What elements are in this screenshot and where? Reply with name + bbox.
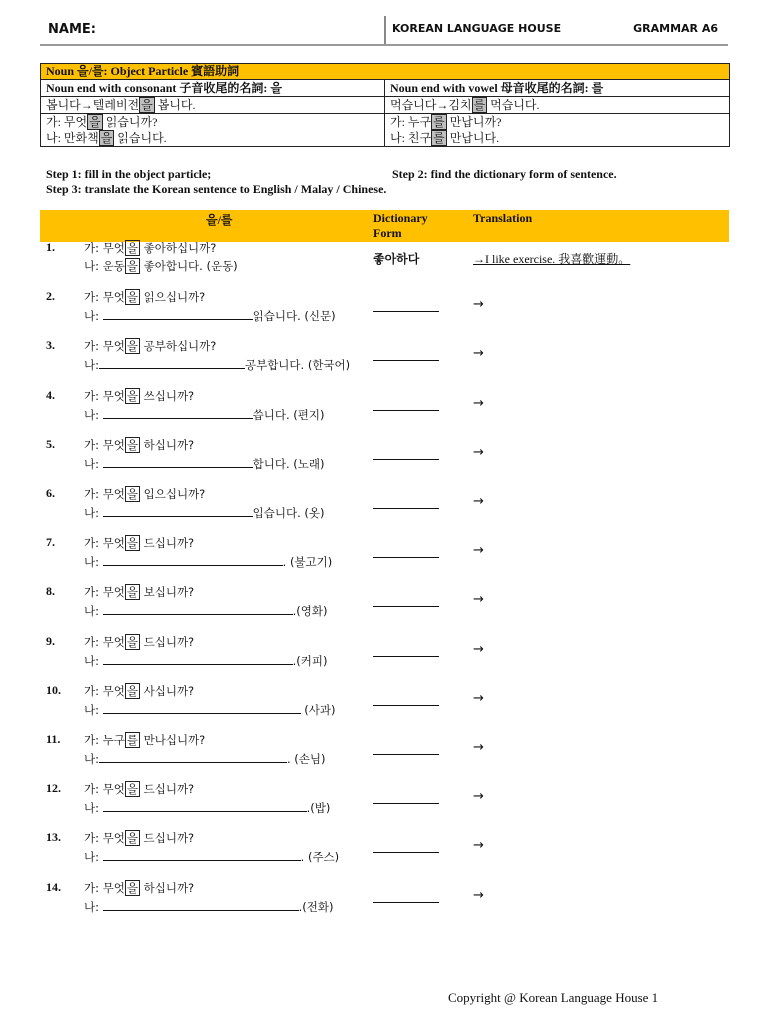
question-line: 가: 무엇 을 하십니까? [84, 437, 195, 452]
answer-line: 나: 읽습니다. (신문) [84, 309, 336, 324]
question-line: 가: 누구 를 만나십니까? [84, 733, 206, 747]
particle-box: 을 [126, 339, 138, 354]
dictionary-blank[interactable] [373, 693, 439, 706]
particle-box: 을 [126, 831, 138, 846]
arrow-icon: → [473, 346, 484, 362]
exercise-item [40, 338, 729, 376]
item-number: 7. [46, 535, 55, 550]
item-number: 5. [46, 436, 55, 451]
exercise-header [40, 210, 729, 242]
particle-box: 을 [126, 437, 138, 452]
particle-box: 을 [126, 782, 138, 797]
translation-column-header: Translation [473, 211, 533, 225]
exercise-item [40, 683, 729, 721]
grammar-code: GRAMMAR A6 [633, 22, 718, 35]
question-line: 가: 무엇 을 읽으십니까? [84, 290, 206, 305]
dictionary-blank[interactable] [373, 594, 439, 607]
question-line: 가: 무엇 을 드십니까? [84, 536, 195, 551]
particle-box: 를 [473, 98, 486, 112]
particle-box: 을 [126, 388, 138, 403]
answer-line: 나: .(밥) [84, 801, 331, 816]
item-number: 3. [46, 338, 55, 353]
vowel-dialogue: 가: 누구 를 만납니까? 나: 친구 를 만납니다. [385, 114, 730, 147]
exercise-item [40, 486, 729, 524]
arrow-icon: → [473, 395, 484, 411]
exercise-item [40, 634, 729, 672]
arrow-icon: → [473, 543, 484, 559]
copyright-footer: Copyright @ Korean Language House 1 [448, 990, 659, 1005]
particle-column-header: 을/를 [206, 213, 233, 227]
question-line: 가: 무엇 을 공부하십니까? [84, 339, 217, 354]
answer-line: 나: 공부합니다. (한국어) [84, 358, 351, 373]
arrow-icon: → [473, 740, 484, 755]
answer-blank[interactable] [103, 898, 299, 911]
vowel-example: 먹습니다→김치 를 먹습니다. [385, 97, 730, 114]
dictionary-blank[interactable] [373, 791, 439, 804]
step-3: Step 3: translate the Korean sentence to English / Malay / Chinese. [46, 182, 387, 196]
answer-line: 나: .(영화) [84, 604, 328, 619]
dictionary-blank[interactable] [373, 742, 439, 755]
arrow-icon: → [473, 444, 484, 460]
dictionary-blank[interactable] [373, 840, 439, 853]
header-divider [384, 16, 386, 44]
arrow-icon: → [473, 887, 484, 903]
particle-box: 을 [126, 487, 138, 501]
particle-rule-table [40, 63, 730, 147]
answer-blank[interactable] [103, 602, 293, 615]
consonant-header: Noun end with consonant 子音收尾的名詞: 을 [41, 80, 385, 97]
arrow-icon: → [473, 592, 484, 608]
arrow-icon: → [473, 641, 484, 657]
item-number: 14. [46, 879, 61, 894]
particle-box: 을 [126, 683, 138, 698]
exercise-item [40, 289, 729, 327]
item-number: 9. [46, 633, 55, 648]
answer-line: 나: . (불고기) [84, 555, 333, 570]
particle-box: 을 [141, 98, 153, 112]
answer-blank[interactable] [103, 701, 301, 714]
question-line: 가: 무엇 을 드십니까? [84, 782, 195, 797]
step-2: Step 2: find the dictionary form of sentence. [392, 167, 617, 181]
particle-box: 을 [126, 585, 138, 600]
item-number: 12. [46, 781, 61, 796]
dictionary-blank[interactable] [373, 447, 439, 460]
vowel-header: Noun end with vowel 母音收尾的名詞: 를 [385, 80, 730, 97]
arrow-icon: → [473, 789, 484, 805]
particle-box: 를 [126, 733, 138, 747]
particle-box: 을 [126, 241, 138, 255]
question-line: 가: 무엇 을 드십니까? [84, 634, 195, 649]
question-line: 가: 무엇 을 좋아하십니까? [84, 241, 217, 255]
dictionary-blank[interactable] [373, 348, 439, 361]
exercise-item [40, 781, 729, 819]
particle-box: 를 [433, 131, 445, 145]
answer-blank[interactable] [103, 307, 253, 320]
answer-blank[interactable] [99, 750, 287, 763]
answer-line: 나: 운동 을 좋아합니다. (운동) [84, 259, 238, 273]
answer-line: 나: .(커피) [84, 653, 328, 668]
question-line: 가: 무엇 을 입으십니까? [84, 487, 206, 501]
answer-line: 나: 합니다. (노래) [84, 456, 325, 471]
particle-box: 를 [433, 115, 445, 129]
page-header [40, 14, 728, 46]
dictionary-blank[interactable] [373, 299, 439, 312]
dictionary-blank[interactable] [373, 890, 439, 903]
exercise-item [40, 437, 729, 475]
dictionary-column-header-line2: Form [373, 226, 402, 240]
question-line: 가: 무엇 을 쓰십니까? [84, 388, 195, 403]
consonant-dialogue: 가: 무엇 을 읽습니까? 나: 만화책 을 읽습니다. [41, 114, 385, 147]
answer-blank[interactable] [103, 553, 283, 566]
item-number: 4. [46, 387, 55, 402]
particle-box: 을 [126, 536, 138, 551]
answer-blank[interactable] [103, 848, 301, 861]
answer-blank[interactable] [99, 356, 245, 369]
question-line: 가: 무엇 을 드십니까? [84, 831, 195, 846]
question-line: 가: 무엇 을 보십니까? [84, 585, 195, 600]
answer-blank[interactable] [103, 652, 293, 665]
arrow-icon: → [473, 297, 484, 313]
dictionary-blank[interactable] [373, 545, 439, 558]
dictionary-form: 좋아하다 [373, 252, 420, 266]
particle-box: 을 [126, 259, 138, 273]
particle-box: 을 [89, 115, 101, 129]
item-number: 13. [46, 830, 61, 845]
arrow-icon: → [473, 838, 484, 854]
particle-box: 을 [100, 131, 113, 145]
answer-blank[interactable] [103, 406, 253, 419]
answer-line: 나: 입습니다. (옷) [84, 506, 325, 520]
answer-blank[interactable] [103, 799, 307, 812]
answer-blank[interactable] [103, 504, 253, 517]
exercise-item [40, 535, 729, 573]
translation-answer: →I like exercise. 我喜歡運動。 [473, 252, 631, 266]
school-name: KOREAN LANGUAGE HOUSE [392, 22, 562, 35]
item-number: 11. [46, 732, 61, 746]
rule-title: Noun 을/를: Object Particle 賓語助詞 [41, 64, 730, 80]
arrow-icon: → [473, 690, 484, 706]
item-number: 10. [46, 682, 61, 697]
item-number: 8. [46, 584, 55, 599]
arrow-icon: → [473, 494, 484, 509]
item-number: 2. [46, 289, 55, 304]
exercise-item [40, 240, 729, 278]
item-number: 1. [46, 240, 55, 254]
dictionary-blank[interactable] [373, 644, 439, 657]
exercise-item [40, 388, 729, 426]
answer-line: 나: 씁니다. (편지) [84, 407, 325, 422]
question-line: 가: 무엇 을 사십니까? [84, 683, 195, 698]
answer-blank[interactable] [103, 455, 253, 468]
exercise-item [40, 732, 729, 770]
exercise-item [40, 584, 729, 622]
name-label: NAME: [48, 22, 96, 37]
particle-box: 을 [126, 290, 138, 305]
item-number: 6. [46, 486, 55, 500]
dictionary-blank[interactable] [373, 398, 439, 411]
dictionary-blank[interactable] [373, 496, 439, 509]
answer-line: 나: (사과) [84, 702, 336, 717]
exercise-item [40, 830, 729, 868]
particle-box: 을 [126, 634, 138, 649]
consonant-example: 봅니다→텔레비전 을 봅니다. [41, 97, 385, 114]
answer-line: 나: .(전화) [84, 899, 334, 914]
answer-line: 나: . (주스) [84, 850, 340, 865]
exercise-item [40, 880, 729, 918]
step-1: Step 1: fill in the object particle; [46, 167, 212, 181]
question-line: 가: 무엇 을 하십니까? [84, 880, 195, 895]
particle-box: 을 [126, 880, 138, 895]
answer-line: 나: . (손님) [84, 752, 326, 766]
dictionary-column-header: Dictionary [373, 211, 428, 225]
